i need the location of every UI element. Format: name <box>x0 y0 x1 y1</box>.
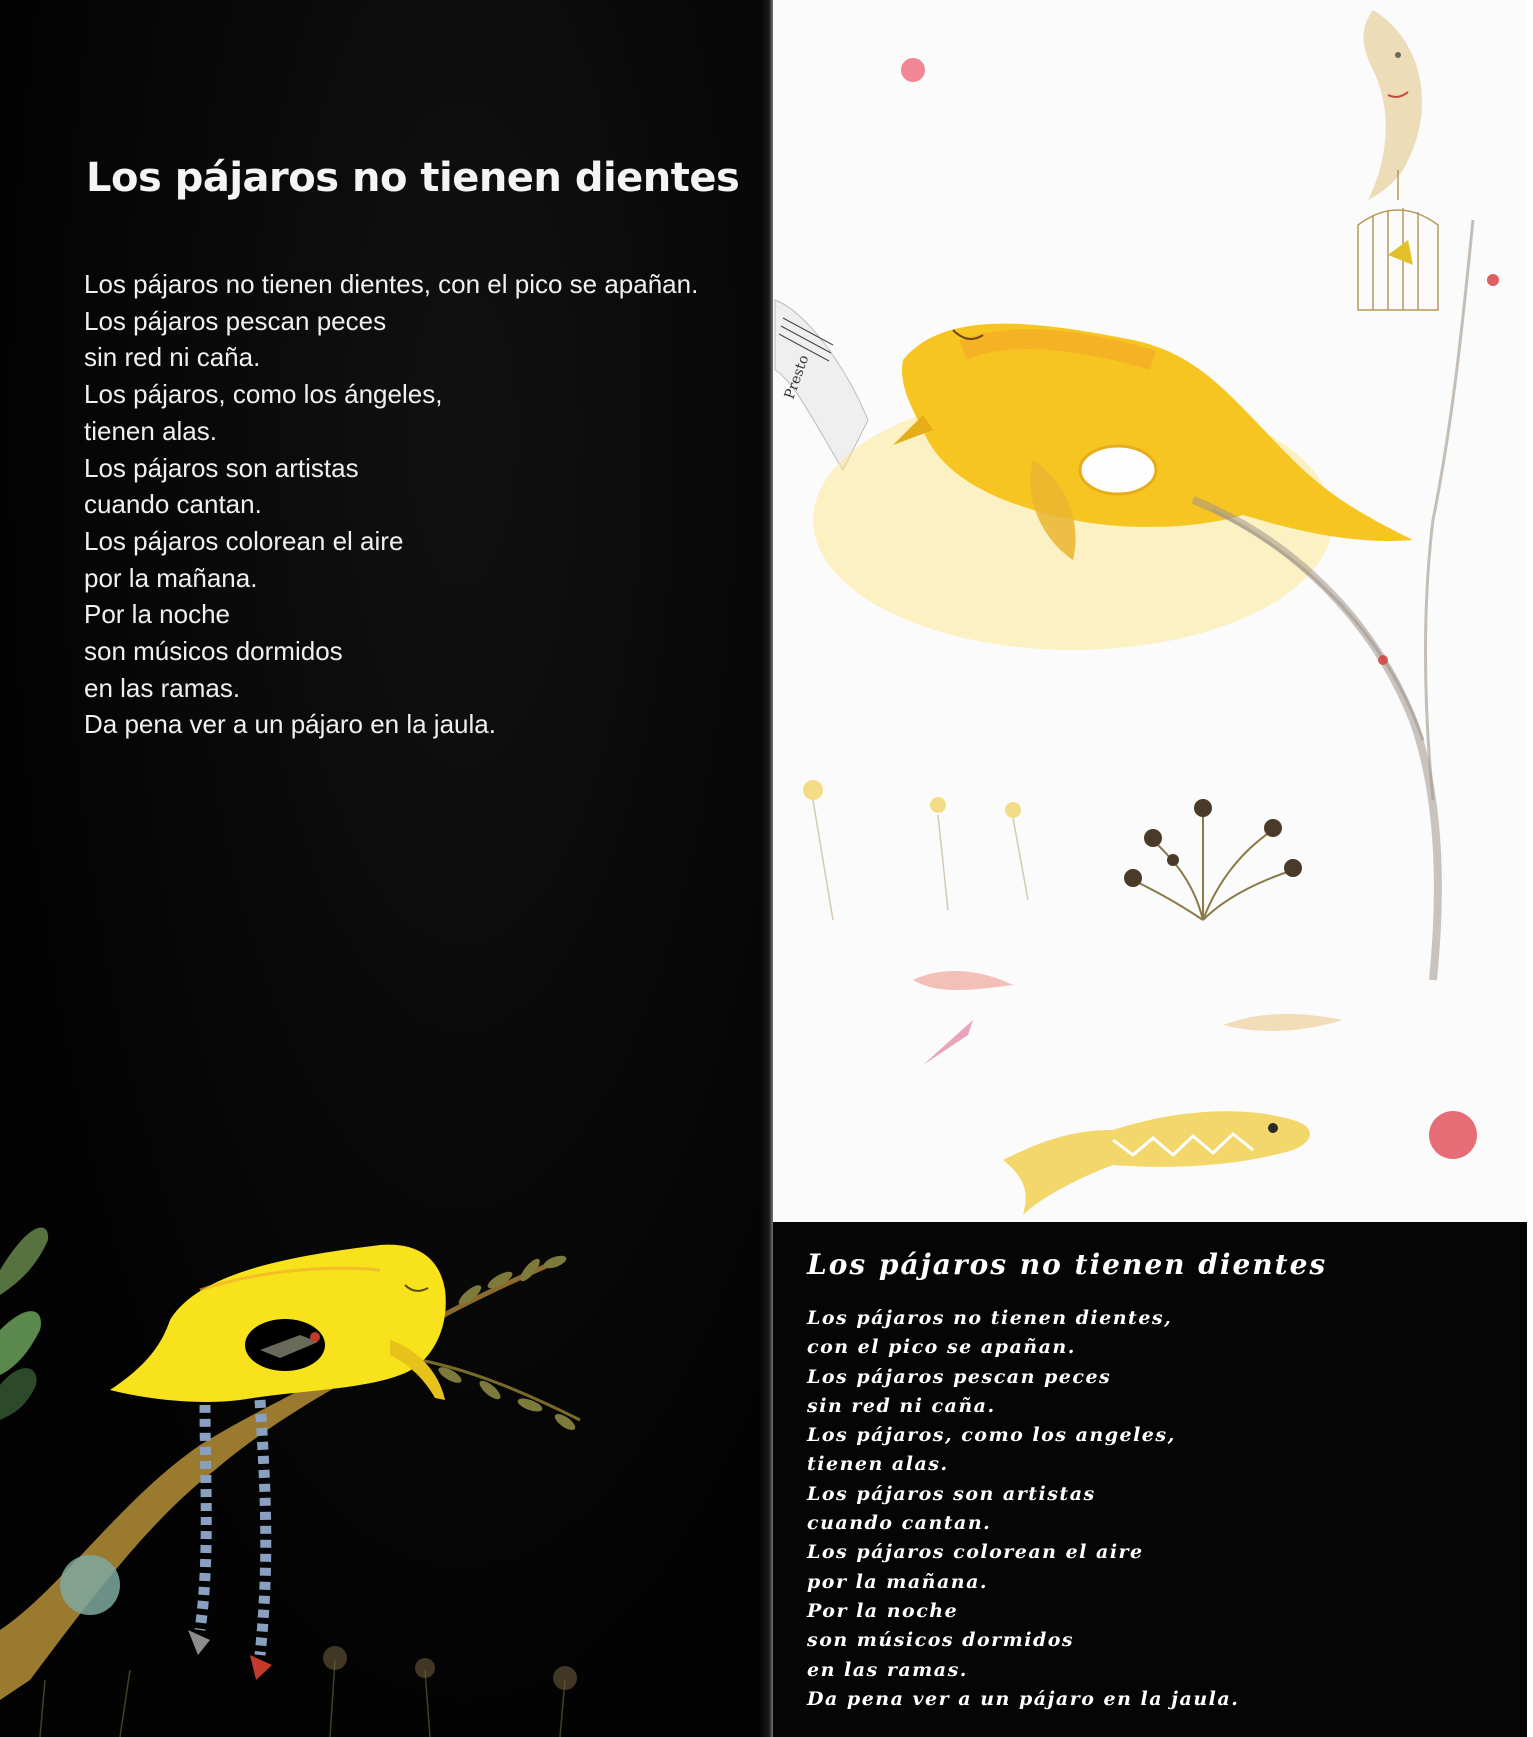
poem-line: Los pájaros, como los angeles, <box>807 1424 1176 1447</box>
poem-line: tienen alas. <box>84 415 217 446</box>
poem-line: son músicos dormidos <box>807 1629 1075 1652</box>
poem-line: en las ramas. <box>84 672 241 703</box>
yellow-bird-illustration <box>773 0 1533 1222</box>
poem-line: Da pena ver a un pájaro en la jaula. <box>84 709 496 740</box>
page-edge <box>1527 0 1533 1737</box>
left-poem <box>84 266 698 743</box>
poem-line: Por la noche <box>807 1599 959 1622</box>
poem-line: sin red ni caña. <box>84 342 261 373</box>
leaf-icon <box>0 1368 37 1420</box>
leaf-icon <box>0 1228 48 1295</box>
poem-line: Los pájaros no tienen dientes, <box>807 1307 1173 1329</box>
poem-line: en las ramas. <box>807 1658 968 1681</box>
poem-line: con el pico se apañan. <box>807 1336 1076 1359</box>
poem-line: Los pájaros pescan peces <box>807 1365 1112 1388</box>
poem-line: sin red ni caña. <box>807 1394 996 1417</box>
flower-icon <box>1429 1111 1477 1159</box>
right-page-title: Los pájaros no tienen dientes <box>807 1248 1328 1281</box>
poem-line: Los pájaros colorean el aire <box>807 1541 1144 1564</box>
poem-line: cuando cantan. <box>84 489 262 520</box>
poem-line: Los pájaros, como los ángeles, <box>84 379 443 410</box>
bird-icon <box>110 1245 446 1402</box>
poem-line: Los pájaros pescan peces <box>84 305 387 336</box>
leaf-icon <box>0 1311 41 1375</box>
poem-line: Da pena ver a un pájaro en la jaula. <box>807 1687 1240 1710</box>
poem-line: tienen alas. <box>807 1453 949 1476</box>
poem-line: Los pájaros son artistas <box>807 1482 1096 1505</box>
branch-icon <box>0 1350 385 1700</box>
sleeping-bird-illustration <box>0 1200 770 1737</box>
poem-line: por la mañana. <box>807 1570 989 1593</box>
poem-line: Por la noche <box>84 599 230 630</box>
sheet-music-label: Presto <box>781 353 813 402</box>
poem-line: Los pájaros colorean el aire <box>84 525 404 556</box>
right-poem <box>807 1304 1239 1714</box>
poem-line: son músicos dormidos <box>84 636 343 667</box>
right-page <box>773 0 1533 1737</box>
flower-icon <box>60 1555 120 1615</box>
right-text-panel <box>773 1222 1530 1737</box>
poem-line: cuando cantan. <box>807 1512 992 1535</box>
poem-line: Los pájaros no tienen dientes, con el pico se apañan. <box>84 269 699 299</box>
flower-icon <box>901 58 925 82</box>
poem-line: Los pájaros son artistas <box>84 452 359 483</box>
left-page-title: Los pájaros no tienen dientes <box>86 155 740 201</box>
poem-line: por la mañana. <box>84 562 258 593</box>
